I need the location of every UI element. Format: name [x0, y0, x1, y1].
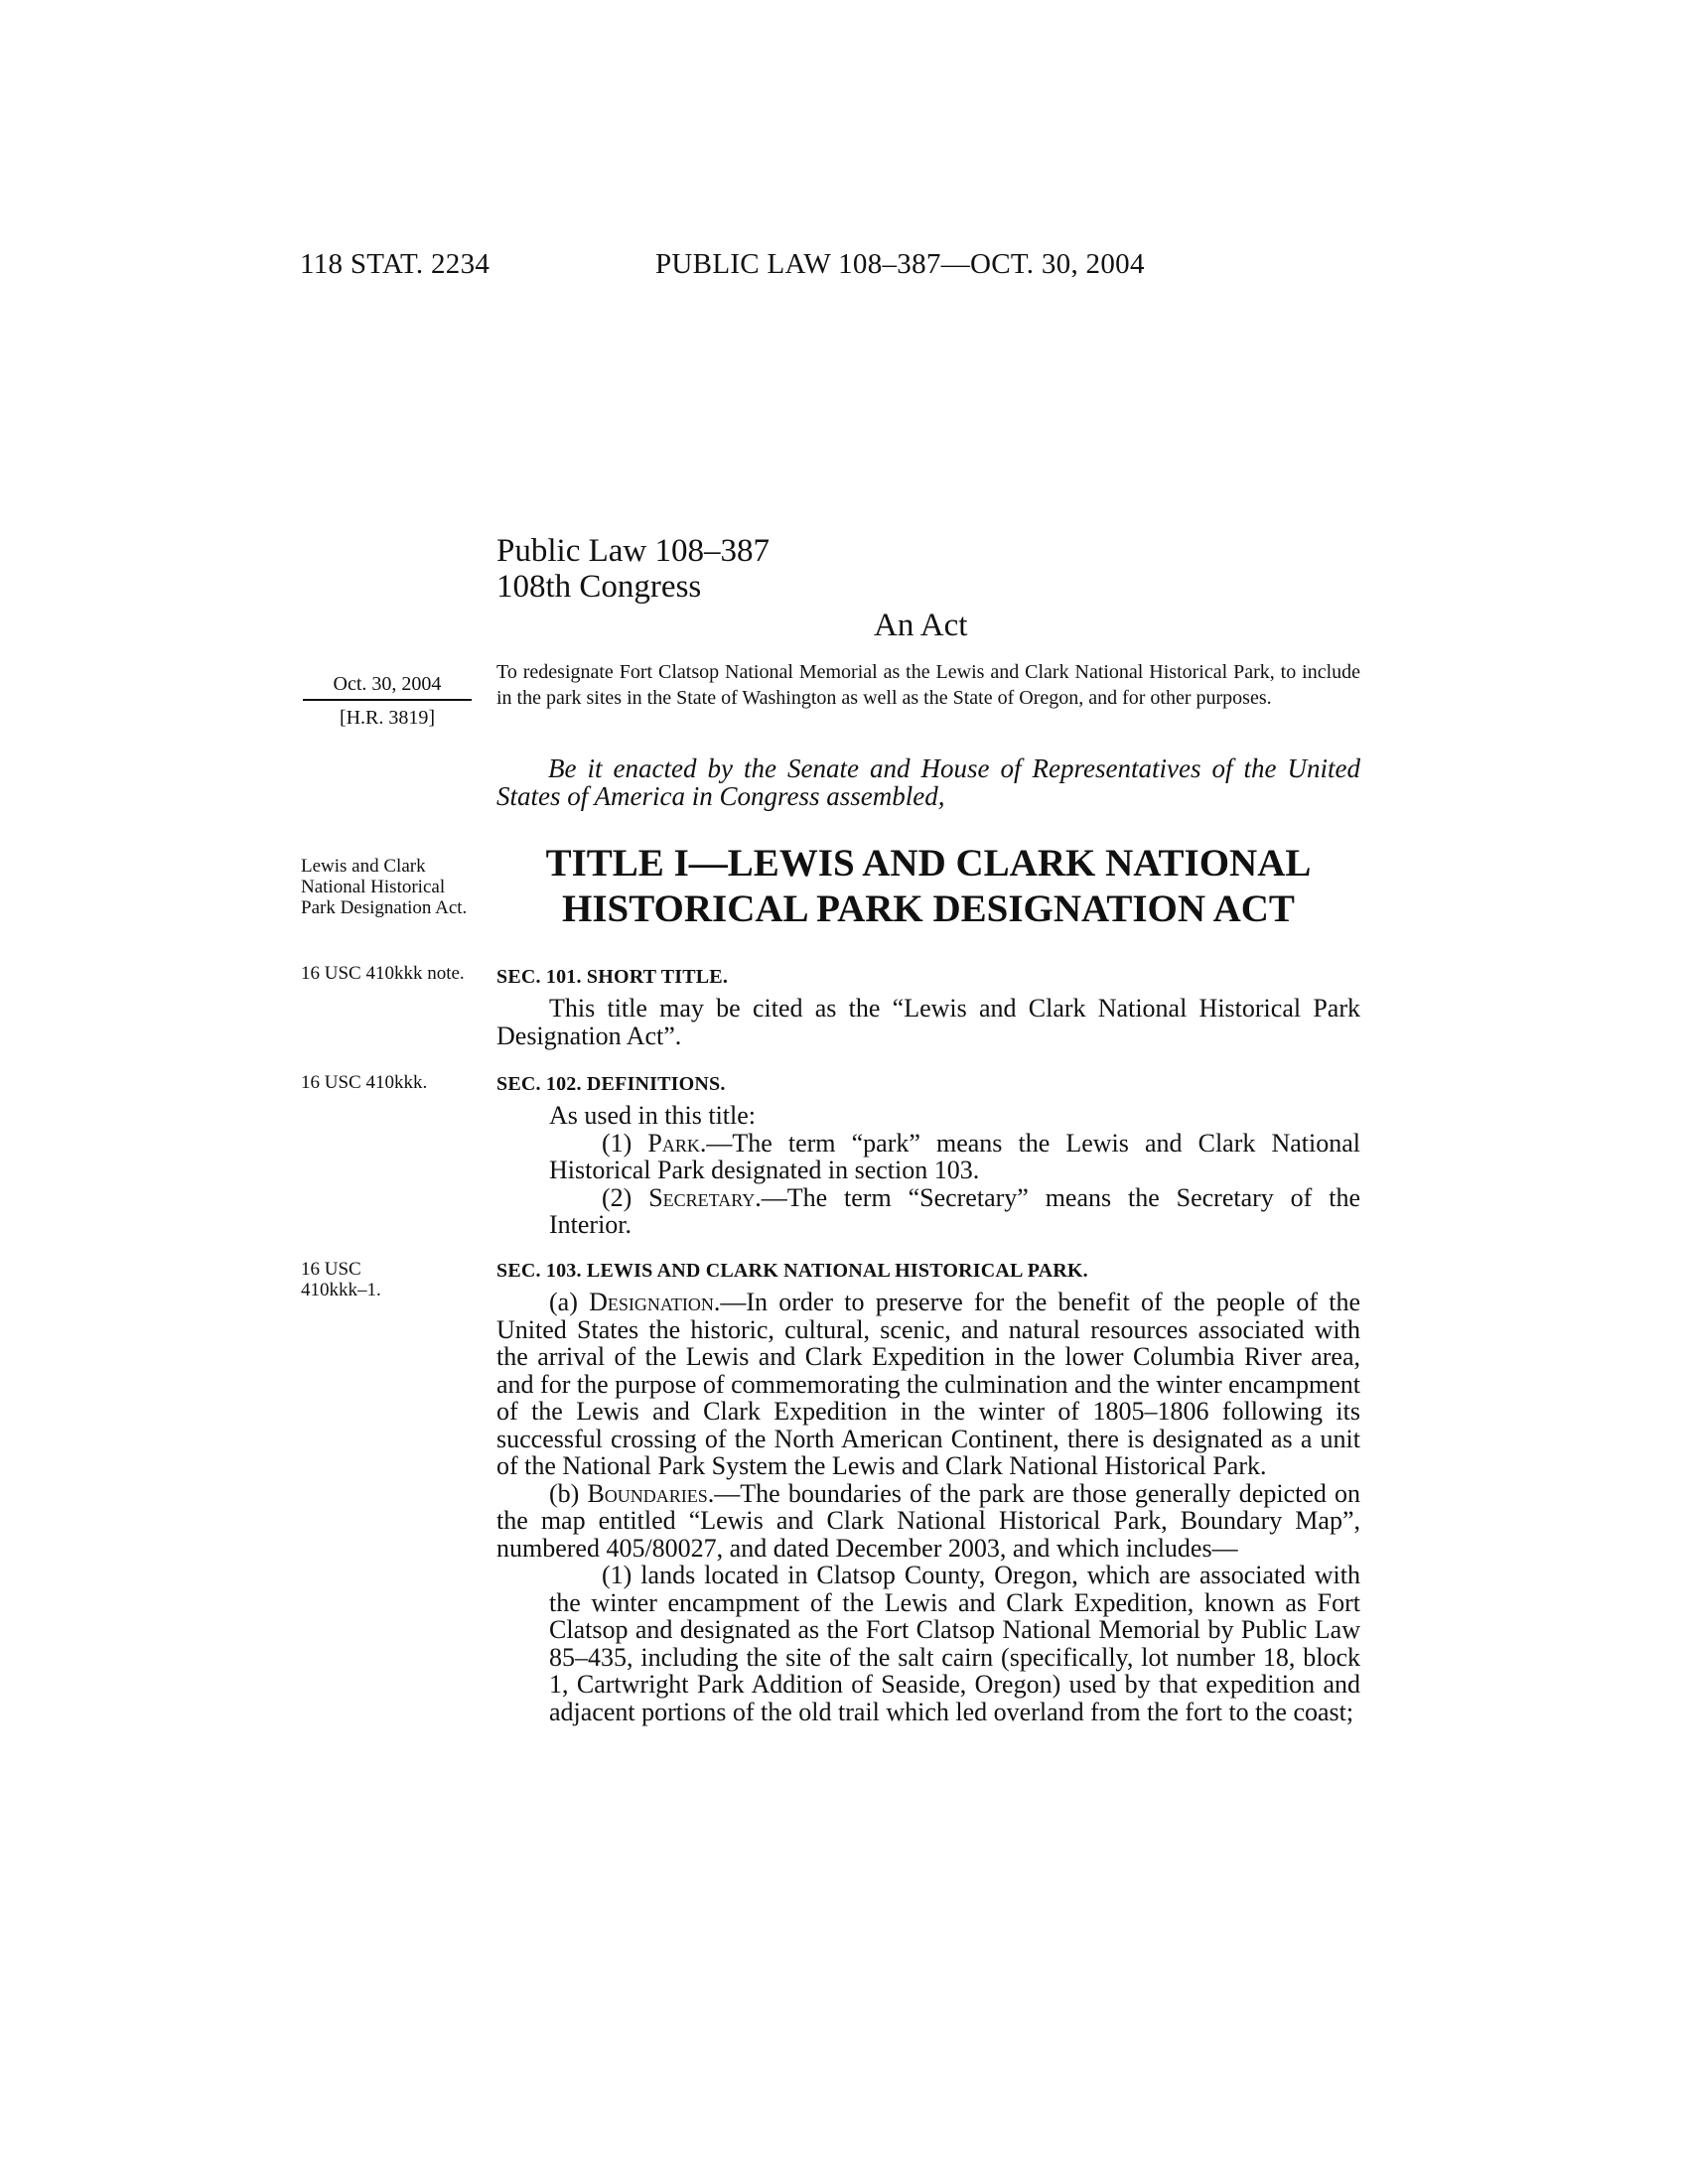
margin-rule: [303, 699, 472, 701]
title-line-2: HISTORICAL PARK DESIGNATION ACT: [562, 887, 1295, 930]
margin-note-title: Lewis and Clark National Historical Park Designation Act.: [301, 856, 468, 918]
stat-citation: 118 STAT. 2234: [300, 248, 491, 280]
sec-102-body: As used in this title: (1) Park.—The term “park” means the Lewis and Clark National Historical Park designated in section 103. (2) Secretary.—The term “Secretary” means the Secretary of the Interior.: [496, 1102, 1360, 1239]
congress-label: 108th Congress: [496, 569, 702, 605]
sec-102-heading: SEC. 102. DEFINITIONS.: [496, 1073, 726, 1095]
subsection-a: (a) Designation.—In order to preserve for the benefit of the people of the United States the historic, cultural, scenic, and natural resources associated with the arrival of the Lewis and Clark Expedition in the lower Columbia River area, and for the purpose of commemorating the culmination and the winter encampment of the Lewis and Clark Expedition in the winter of 1805–1806 following its successful crossing of the North American Continent, there is designated as a unit of the National Park System the Lewis and Clark National Historical Park.: [496, 1288, 1361, 1480]
title-heading: [496, 841, 1360, 932]
subsection-b: (b) Boundaries.—The boundaries of the park are those generally depicted on the map entitled “Lewis and Clark National Historical Park, Boundary Map”, numbered 405/80027, and dated December 2003, and which includes—: [496, 1478, 1360, 1563]
paragraph-b1: (1) lands located in Clatsop County, Oregon, which are associated with the winter encampment of the Lewis and Clark Expedition, known as Fort Clatsop and designated as the Fort Clatsop National Memorial by Public Law 85–435, including the site of the salt cairn (specifically, lot number 18, block 1, Cartwright Park Addition of Seaside, Oregon) used by that expedition and adjacent portions of the old trail which led overland from the fort to the coast;: [549, 1561, 1360, 1726]
bill-number: [H.R. 3819]: [339, 707, 436, 729]
public-law-title: [496, 533, 770, 605]
definition-secretary: (2) Secretary.—The term “Secretary” means the Secretary of the Interior.: [549, 1182, 1360, 1239]
public-law-header: PUBLIC LAW 108–387—OCT. 30, 2004: [655, 248, 1145, 280]
an-act-label: An Act: [874, 608, 968, 643]
margin-note-usc-2: 16 USC 410kkk.: [301, 1072, 428, 1093]
margin-note-usc-3: 16 USC 410kkk–1.: [301, 1259, 381, 1300]
enacting-clause: Be it enacted by the Senate and House of Representatives of the United States of America in Congress assembled,: [496, 753, 1360, 811]
sec-101-text: This title may be cited as the “Lewis and Clark National Historical Park Designation Act”.: [496, 994, 1360, 1050]
title-line-1: TITLE I—LEWIS AND CLARK NATIONAL: [545, 842, 1312, 885]
margin-date-block: [303, 671, 472, 731]
purpose-text: To redesignate Fort Clatsop National Memorial as the Lewis and Clark National Historical Park, to include in the park sites in the State of Washington as well as the State of Oregon, and for other purposes.: [496, 661, 1360, 709]
sec-103-heading: SEC. 103. LEWIS AND CLARK NATIONAL HISTORICAL PARK.: [496, 1260, 1088, 1282]
enactment-date: Oct. 30, 2004: [333, 673, 442, 695]
sec-103-body: [496, 1289, 1360, 1725]
definition-park: (1) Park.—The term “park” means the Lewis and Clark National Historical Park designated in section 103.: [549, 1128, 1360, 1184]
sec-101-heading: SEC. 101. SHORT TITLE.: [496, 966, 729, 988]
margin-note-usc-1: 16 USC 410kkk note.: [301, 963, 465, 984]
public-law-number: Public Law 108–387: [496, 533, 770, 569]
